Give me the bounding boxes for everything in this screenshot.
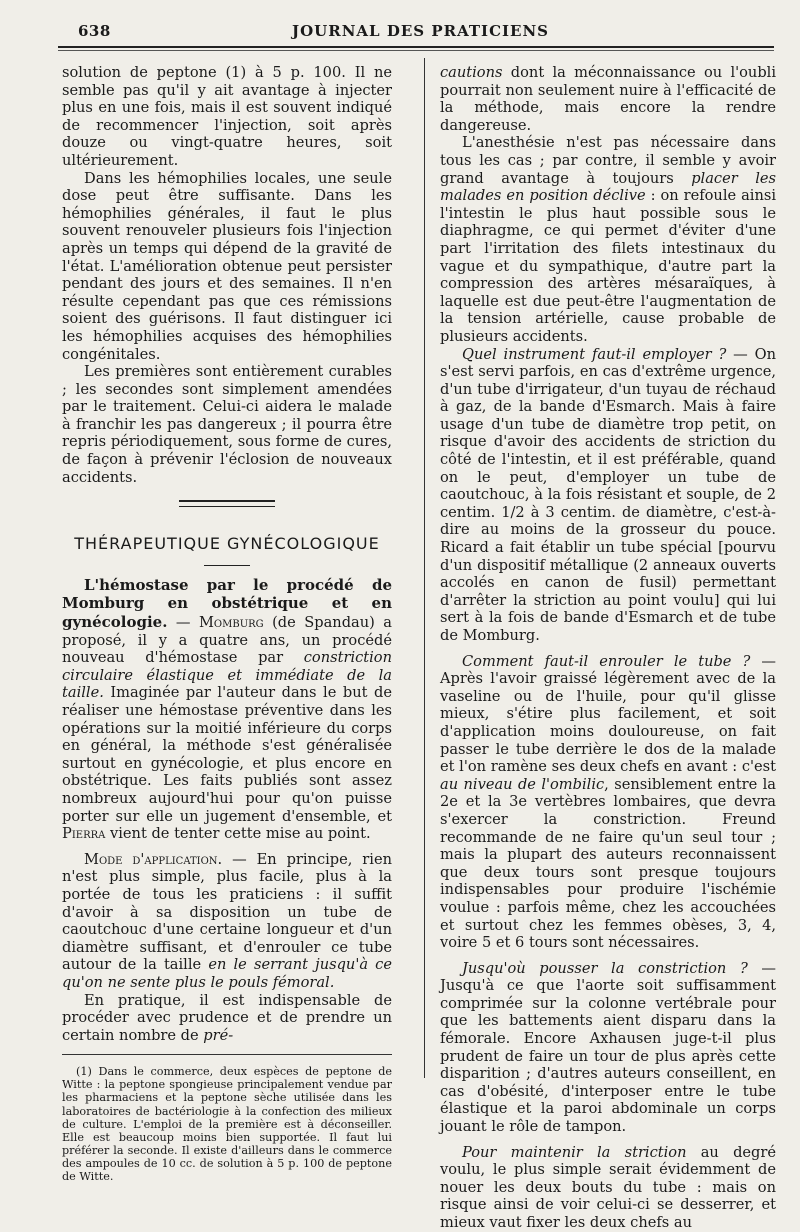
author-name: Momburg: [198, 614, 264, 632]
header-rule: [58, 46, 774, 48]
article-title: L'hémostase par le procédé de Momburg en obstétrique et en gynécologie.: [62, 575, 392, 632]
footnote-rule: [62, 1054, 392, 1055]
subsection-label: Mode d'application.: [84, 850, 223, 868]
left-column: [62, 64, 392, 1183]
paragraph: cautions dont la méconnaissance ou l'oubli pourrait non seulement nuire à l'efficacité de la méthode, mais encore la rendre dangereuse.: [440, 64, 776, 134]
paragraph: En pratique, il est indispensable de procéder avec prudence et de prendre un certain nombre de pré-: [62, 991, 392, 1044]
journal-title: JOURNAL DES PRATICIENS: [292, 22, 549, 40]
column-divider: [424, 58, 425, 1078]
article-paragraph: L'hémostase par le procédé de Momburg en obstétrique et en gynécologie. — Momburg (de Spandau) a proposé, il y a quatre ans, un procédé nouveau d'hémostase par constriction circulaire élastique et immédiate de la taille. Imaginée par l'auteur dans le but de réaliser une hémostase préventive dans les opérations sur la moitié inférieure du corps en général, la méthode s'est généralisée surtout en gynécologie, et plus encore en obstétrique. Les faits publiés sont assez nombreux aujourd'hui pour qu'on puisse porter sur elle un jugement d'ensemble, et Pierra vient de tenter cette mise au point.: [62, 575, 392, 843]
footnote: (1) Dans le commerce, deux espèces de peptone de Witte : la peptone spongieuse principalement vendue par les pharmaciens et la peptone sèche utilisée dans les laboratoires de bactériologie à la confection des milieux de culture. L'emploi de la première est à déconseiller. Elle est beaucoup moins bien supportée. Il faut lui préférer la seconde. Il existe d'ailleurs dans le commerce des ampoules de 10 cc. de solution à 5 p. 100 de peptone de Witte.: [62, 1065, 392, 1184]
right-column: [440, 64, 776, 1232]
paragraph: Dans les hémophilies locales, une seule dose peut être suffisante. Dans les hémophilies générales, il faut le plus souvent renouveler plusieurs fois l'injection après un temps qui dépend de la gravité de l'état. L'amélioration obtenue peut persister pendant des jours et des semaines. Il n'en résulte cependant pas que ces rémissions soient des guérisons. Il faut distinguer ici les hémophilies acquises des hémophilies congénitales.: [62, 169, 392, 363]
paragraph: Les premières sont entièrement curables ; les secondes sont simplement amendées par le traitement. Celui-ci aidera le malade à franchir les pas dangereux ; il pourra être repris périodiquement, sous forme de cures, de façon à prévenir l'éclosion de nouveaux accidents.: [62, 363, 392, 486]
header-rule-thin: [58, 50, 774, 51]
paragraph: Quel instrument faut-il employer ? — On s'est servi parfois, en cas d'extrême urgence, d'un tube d'irrigateur, d'un tuyau de réchaud à gaz, de la bande d'Esmarch. Mais à faire usage d'un tube de diamètre trop petit, on risque d'avoir des accidents de striction du côté de l'intestin, et il est préférable, quand on le peut, d'employer un tube de caoutchouc, à la fois résistant et souple, de 2 centim. 1/2 à 3 centim. de diamètre, c'est-à-dire au moins de la grosseur du pouce. Ricard a fait établir un tube spécial [pourvu d'un dispositif métallique (2 anneaux ouverts accolés en canon de fusil) permettant d'arrêter la striction au point voulu] qui lui sert à la fois de bande d'Esmarch et de tube de Momburg.: [440, 345, 776, 644]
section-title: THÉRAPEUTIQUE GYNÉCOLOGIQUE: [74, 534, 380, 554]
section-rule: [204, 565, 250, 566]
author-name: Pierra: [62, 825, 106, 843]
paragraph: Mode d'application. — En principe, rien n'est plus simple, plus facile, plus à la portée de tous les praticiens : il suffit d'avoir à sa disposition un tube de caoutchouc d'une certaine longueur et d'un diamètre suffisant, et d'enrouler ce tube autour de la taille en le serrant jusqu'à ce qu'on ne sente plus le pouls fémoral.: [62, 850, 392, 991]
paragraph: solution de peptone (1) à 5 p. 100. Il ne semble pas qu'il y ait avantage à injecter plus en une fois, mais il est souvent indiqué de recommencer l'injection, soit après douze ou vingt-quatre heures, soit ultérieurement.: [62, 64, 392, 169]
page-number: 638: [78, 22, 111, 40]
paragraph: Pour maintenir la striction au degré voulu, le plus simple serait évidemment de nouer les deux bouts du tube : mais on risque ainsi de voir celui-ci se desserrer, et mieux vaut fixer les deux chefs au: [440, 1143, 776, 1231]
paragraph: Comment faut-il enrouler le tube ? — Après l'avoir graissé légèrement avec de la vaseline ou de l'huile, pour qu'il glisse mieux, s'étire plus facilement, et soit d'application moins douloureuse, on fait passer le tube derrière le dos de la malade et l'on ramène ses deux chefs en avant : c'est au niveau de l'ombilic, sensiblement entre la 2e et la 3e vertèbres lombaires, que devra s'exercer la constriction. Freund recommande de ne faire qu'un seul tour ; mais la plupart des auteurs reconnaissent que deux tours sont presque toujours indispensables pour produire l'ischémie voulue : parfois même, chez les accouchées et surtout chez les femmes obèses, 3, 4, voire 5 et 6 tours sont nécessaires.: [440, 652, 777, 952]
paragraph: Jusqu'où pousser la constriction ? — Jusqu'à ce que l'aorte soit suffisamment comprimée sur la colonne vertébrale pour que les battements aient disparu dans la fémorale. Encore Axhausen juge-t-il plus prudent de faire un tour de plus après cette disparition ; d'autres auteurs conseillent, en cas d'obésité, d'interposer entre le tube élastique et la paroi abdominale un corps jouant le rôle de tampon.: [440, 959, 776, 1136]
section-ornament: [179, 500, 275, 507]
paragraph: L'anesthésie n'est pas nécessaire dans tous les cas ; par contre, il semble y avoir grand avantage à toujours placer les malades en position déclive : on refoule ainsi l'intestin le plus haut possible sous le diaphragme, ce qui permet d'éviter d'une part l'irritation des filets intestinaux du vague et du sympathique, d'autre part la compression des artères mésaraïques, à laquelle est due peut-être l'augmentation de la tension artérielle, cause probable de plusieurs accidents.: [440, 134, 777, 345]
